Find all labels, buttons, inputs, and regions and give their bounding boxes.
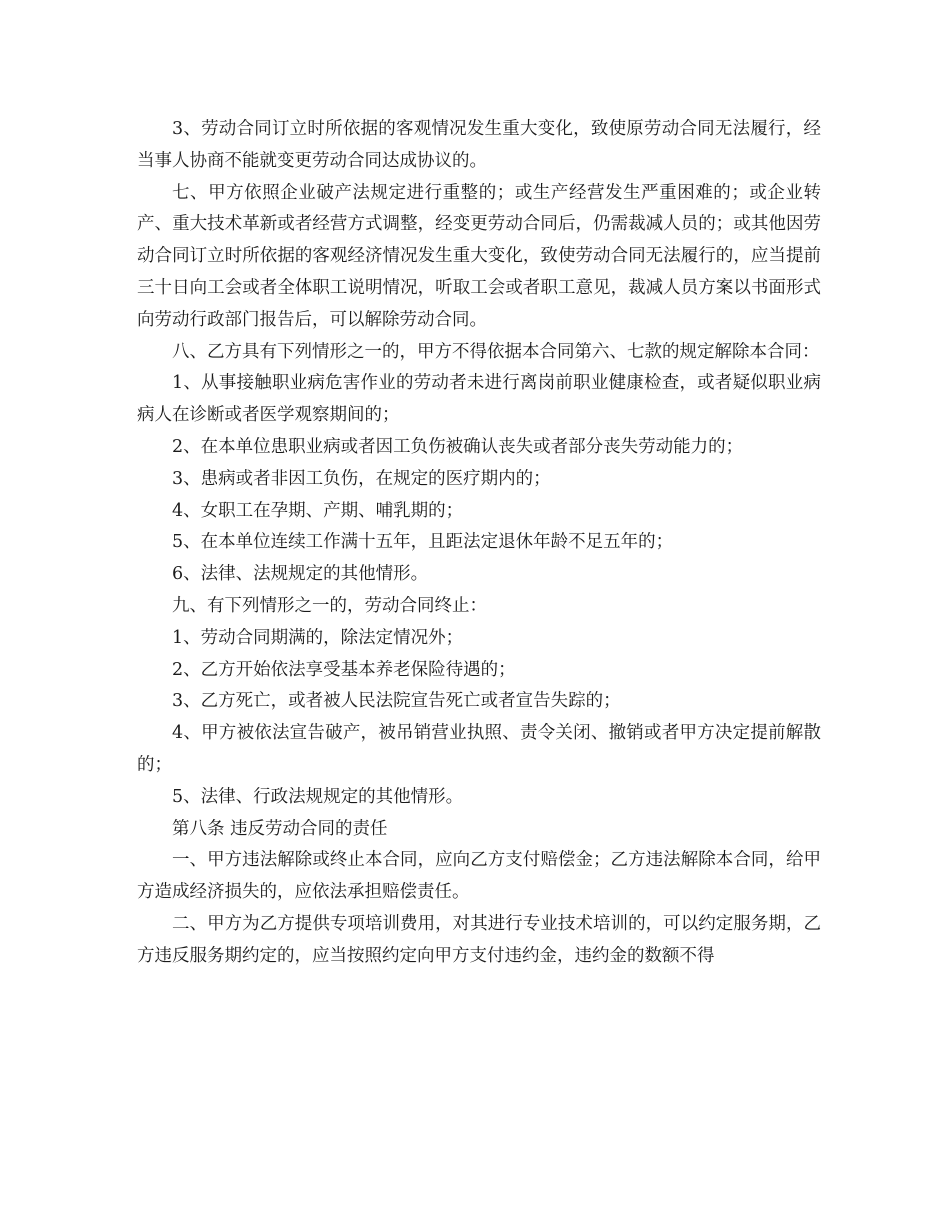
paragraph-article-9-termination: 九、有下列情形之一的，劳动合同终止： — [172, 595, 487, 616]
paragraph-restriction-2: 2、在本单位患职业病或者因工负伤被确认丧失或者部分丧失劳动能力的； — [172, 436, 744, 457]
paragraph-article-8-restrictions: 八、乙方具有下列情形之一的，甲方不得依据本合同第六、七款的规定解除本合同： — [172, 341, 820, 362]
paragraph-termination-2: 2、乙方开始依法享受基本养老保险待遇的； — [172, 659, 516, 680]
paragraph-restriction-6: 6、法律、法规规定的其他情形。 — [172, 564, 429, 585]
paragraph-item-3-objective-change: 3、劳动合同订立时所依据的客观情况发生重大变化，致使原劳动合同无法履行，经当事人协商不能就变更劳动合同达成协议的。 — [137, 119, 821, 171]
paragraph-liability-1: 一、甲方违法解除或终止本合同，应向乙方支付赔偿金；乙方违法解除本合同，给甲方造成经济损失的，应依法承担赔偿责任。 — [137, 850, 821, 903]
paragraph-termination-4: 4、甲方被依法宣告破产，被吊销营业执照、责令关闭、撤销或者甲方决定提前解散的； — [137, 723, 821, 775]
paragraph-restriction-5: 5、在本单位连续工作满十五年，且距法定退休年龄不足五年的； — [172, 532, 674, 553]
paragraph-restriction-1: 1、从事接触职业病危害作业的劳动者未进行离岗前职业健康检查，或者疑似职业病病人在诊断或者医学观察期间的； — [137, 373, 821, 426]
paragraph-termination-3: 3、乙方死亡，或者被人民法院宣告死亡或者宣告失踪的； — [172, 691, 621, 712]
paragraph-article-7-layoffs: 七、甲方依照企业破产法规定进行重整的；或生产经营发生严重困难的；或企业转产、重大技术革新或者经营方式调整，经变更劳动合同后，仍需裁减人员的；或其他因劳动合同订立时所依据的客观经济情况发生重大变化，致使劳动合同无法履行的，应当提前三十日向工会或者全体职工说明情况，听取工会或者职工意见，裁减人员方案以书面形式向劳动行政部门报告后，可以解除劳动合同。 — [137, 182, 821, 330]
section-heading-article-8: 第八条 违反劳动合同的责任 — [172, 818, 388, 839]
paragraph-liability-2: 二、甲方为乙方提供专项培训费用，对其进行专业技术培训的，可以约定服务期，乙方违反服务期约定的，应当按照约定向甲方支付违约金，违约金的数额不得 — [137, 913, 821, 966]
document-body — [137, 114, 821, 973]
paragraph-termination-5: 5、法律、行政法规规定的其他情形。 — [172, 786, 464, 807]
paragraph-restriction-4: 4、女职工在孕期、产期、哺乳期的； — [172, 500, 464, 521]
paragraph-termination-1: 1、劳动合同期满的，除法定情况外； — [172, 627, 464, 648]
paragraph-restriction-3: 3、患病或者非因工负伤，在规定的医疗期内的； — [172, 468, 551, 489]
